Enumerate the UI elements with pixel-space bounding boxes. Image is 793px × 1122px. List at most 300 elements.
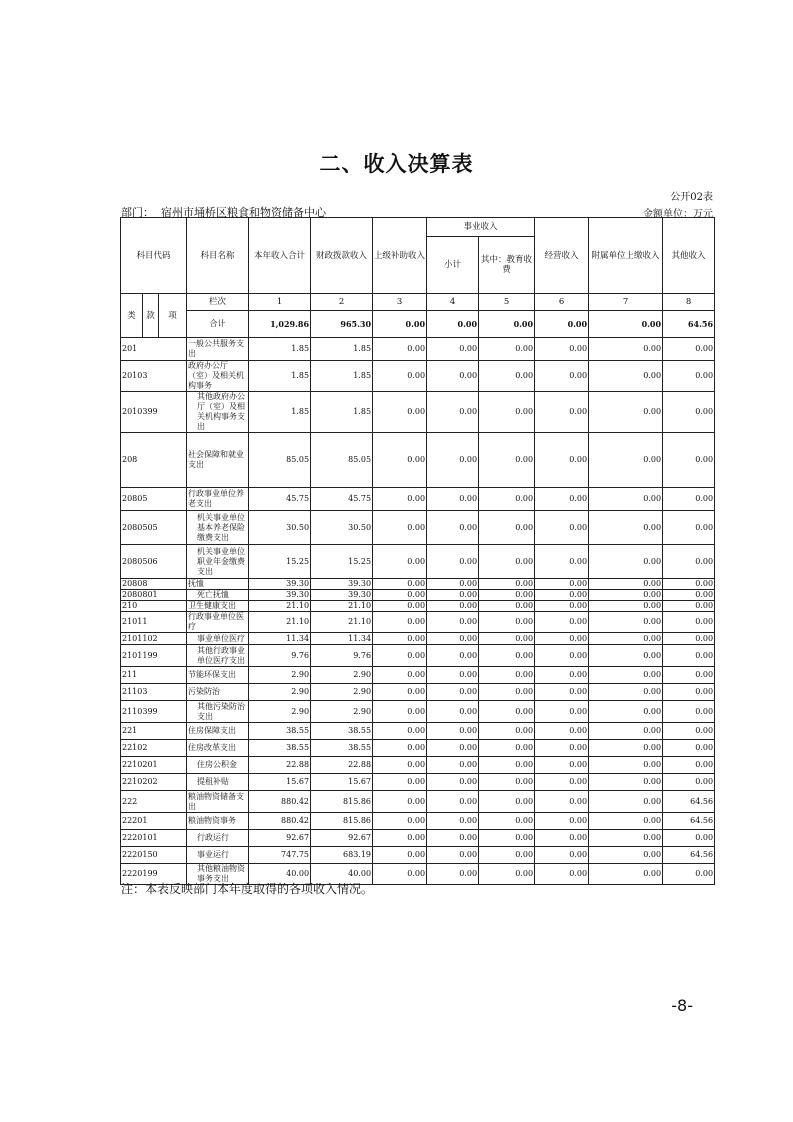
subject-name-cell: 节能环保支出 [187, 667, 249, 684]
subject-code-cell: 20103 [121, 361, 187, 392]
amount-cell: 0.00 [535, 667, 589, 684]
amount-cell: 0.00 [589, 433, 663, 488]
subject-code-cell: 21103 [121, 684, 187, 701]
subject-code-cell: 22201 [121, 813, 187, 830]
table-row [121, 590, 715, 601]
amount-cell: 0.00 [479, 511, 535, 545]
amount-cell: 0.00 [663, 488, 715, 511]
amount-cell: 0.00 [373, 545, 427, 579]
table-row [121, 579, 715, 590]
amount-cell: 0.00 [589, 488, 663, 511]
amount-cell: 21.10 [311, 612, 373, 633]
col-number: 8 [663, 294, 715, 311]
amount-cell: 2.90 [311, 701, 373, 723]
amount-cell: 0.00 [535, 579, 589, 590]
amount-cell: 0.00 [373, 392, 427, 433]
col-number: 3 [373, 294, 427, 311]
table-row [121, 433, 715, 488]
income-table [120, 217, 715, 885]
amount-cell: 0.00 [535, 392, 589, 433]
amount-cell: 0.00 [663, 701, 715, 723]
table-row [121, 791, 715, 813]
subject-code-cell: 211 [121, 667, 187, 684]
amount-cell: 38.55 [249, 740, 311, 757]
total-label: 合计 [187, 311, 249, 338]
amount-cell: 0.00 [663, 723, 715, 740]
subject-code-cell: 20805 [121, 488, 187, 511]
amount-cell: 0.00 [479, 847, 535, 864]
amount-cell: 0.00 [479, 433, 535, 488]
amount-cell: 0.00 [535, 511, 589, 545]
header-subject-name: 科目名称 [187, 218, 249, 294]
header-operating-income: 经营收入 [535, 218, 589, 294]
amount-cell: 0.00 [589, 701, 663, 723]
subject-name-cell: 卫生健康支出 [187, 601, 249, 612]
total-row [121, 311, 715, 338]
table-row [121, 545, 715, 579]
amount-cell: 0.00 [535, 612, 589, 633]
header-of-which-education: 其中：教育收费 [479, 237, 535, 294]
amount-cell: 92.67 [311, 830, 373, 847]
amount-cell: 15.67 [249, 774, 311, 791]
subject-name-cell: 住房保障支出 [187, 723, 249, 740]
amount-cell: 0.00 [427, 701, 479, 723]
table-row [121, 645, 715, 667]
table-row [121, 723, 715, 740]
subject-name-cell: 死亡抚恤 [187, 590, 249, 601]
subject-code-cell: 22102 [121, 740, 187, 757]
amount-cell: 0.00 [373, 684, 427, 701]
amount-cell: 0.00 [589, 645, 663, 667]
amount-cell: 0.00 [479, 579, 535, 590]
amount-cell: 1.85 [249, 392, 311, 433]
amount-cell: 0.00 [663, 433, 715, 488]
amount-cell: 0.00 [373, 757, 427, 774]
table-row [121, 511, 715, 545]
amount-cell: 0.00 [663, 361, 715, 392]
amount-cell: 0.00 [663, 579, 715, 590]
table-row [121, 633, 715, 645]
total-value: 0.00 [373, 311, 427, 338]
subject-name-cell: 其他粮油物资事务支出 [187, 864, 249, 885]
amount-cell: 0.00 [663, 545, 715, 579]
amount-cell: 0.00 [589, 590, 663, 601]
header-fiscal-appropriation: 财政拨款收入 [311, 218, 373, 294]
table-row [121, 830, 715, 847]
table-row [121, 392, 715, 433]
amount-cell: 880.42 [249, 813, 311, 830]
amount-cell: 39.30 [311, 579, 373, 590]
amount-cell: 0.00 [479, 545, 535, 579]
header-column-no: 栏次 [187, 294, 249, 311]
amount-cell: 15.25 [311, 545, 373, 579]
amount-cell: 0.00 [373, 633, 427, 645]
amount-cell: 0.00 [427, 590, 479, 601]
table-row [121, 757, 715, 774]
amount-cell: 85.05 [311, 433, 373, 488]
amount-cell: 0.00 [479, 392, 535, 433]
amount-cell: 0.00 [373, 791, 427, 813]
col-number: 5 [479, 294, 535, 311]
col-number: 1 [249, 294, 311, 311]
amount-cell: 45.75 [249, 488, 311, 511]
amount-cell: 0.00 [479, 757, 535, 774]
amount-cell: 0.00 [373, 511, 427, 545]
amount-cell: 0.00 [535, 791, 589, 813]
amount-cell: 0.00 [663, 338, 715, 361]
amount-cell: 0.00 [479, 667, 535, 684]
amount-cell: 38.55 [311, 723, 373, 740]
subject-name-cell: 行政事业单位养老支出 [187, 488, 249, 511]
amount-cell: 0.00 [479, 612, 535, 633]
subject-name-cell: 机关事业单位基本养老保险缴费支出 [187, 511, 249, 545]
amount-cell: 21.10 [249, 601, 311, 612]
page-title: 二、收入决算表 [319, 152, 474, 176]
amount-cell: 0.00 [589, 740, 663, 757]
amount-cell: 0.00 [373, 667, 427, 684]
amount-cell: 11.34 [311, 633, 373, 645]
amount-cell: 0.00 [663, 601, 715, 612]
amount-cell: 0.00 [373, 612, 427, 633]
amount-cell: 0.00 [589, 633, 663, 645]
total-value: 965.30 [311, 311, 373, 338]
amount-cell: 0.00 [589, 601, 663, 612]
amount-cell: 0.00 [373, 723, 427, 740]
amount-cell: 45.75 [311, 488, 373, 511]
amount-cell: 1.85 [311, 338, 373, 361]
amount-cell: 15.25 [249, 545, 311, 579]
amount-cell: 85.05 [249, 433, 311, 488]
subject-name-cell: 抚恤 [187, 579, 249, 590]
table-row [121, 488, 715, 511]
amount-cell: 0.00 [373, 701, 427, 723]
amount-cell: 0.00 [373, 774, 427, 791]
table-row [121, 813, 715, 830]
amount-cell: 0.00 [479, 791, 535, 813]
amount-cell: 9.76 [311, 645, 373, 667]
col-number: 6 [535, 294, 589, 311]
amount-cell: 2.90 [249, 684, 311, 701]
amount-cell: 0.00 [479, 830, 535, 847]
amount-cell: 64.56 [663, 791, 715, 813]
amount-cell: 0.00 [427, 579, 479, 590]
header-subject-code: 科目代码 [121, 218, 187, 294]
amount-cell: 0.00 [589, 847, 663, 864]
amount-cell: 21.10 [311, 601, 373, 612]
amount-cell: 0.00 [535, 338, 589, 361]
amount-cell: 0.00 [427, 723, 479, 740]
subject-name-cell: 污染防治 [187, 684, 249, 701]
header-kuan: 款 [143, 294, 159, 338]
amount-cell: 0.00 [663, 774, 715, 791]
subject-name-cell: 事业运行 [187, 847, 249, 864]
amount-cell: 0.00 [479, 590, 535, 601]
amount-cell: 0.00 [373, 864, 427, 885]
amount-cell: 0.00 [427, 338, 479, 361]
amount-cell: 0.00 [427, 511, 479, 545]
amount-cell: 0.00 [663, 645, 715, 667]
amount-cell: 0.00 [373, 338, 427, 361]
amount-cell: 815.86 [311, 813, 373, 830]
subject-name-cell: 住房改革支出 [187, 740, 249, 757]
subject-name-cell: 其他政府办公厅（室）及相关机构事务支出 [187, 392, 249, 433]
amount-cell: 0.00 [663, 684, 715, 701]
amount-cell: 39.30 [249, 579, 311, 590]
total-value: 1,029.86 [249, 311, 311, 338]
amount-cell: 64.56 [663, 847, 715, 864]
col-number: 4 [427, 294, 479, 311]
amount-cell: 0.00 [535, 847, 589, 864]
subject-code-cell: 2080801 [121, 590, 187, 601]
amount-cell: 64.56 [663, 813, 715, 830]
amount-cell: 39.30 [249, 590, 311, 601]
amount-cell: 0.00 [479, 864, 535, 885]
table-row [121, 701, 715, 723]
amount-cell: 11.34 [249, 633, 311, 645]
header-lei: 类 [121, 294, 143, 338]
header-subtotal: 小计 [427, 237, 479, 294]
amount-cell: 0.00 [427, 601, 479, 612]
amount-cell: 0.00 [373, 433, 427, 488]
amount-cell: 0.00 [535, 774, 589, 791]
amount-cell: 0.00 [589, 667, 663, 684]
amount-cell: 0.00 [427, 667, 479, 684]
amount-cell: 0.00 [663, 633, 715, 645]
table-row [121, 740, 715, 757]
amount-cell: 0.00 [373, 488, 427, 511]
header-business-income: 事业收入 [427, 218, 535, 237]
amount-cell: 38.55 [311, 740, 373, 757]
amount-cell: 0.00 [427, 645, 479, 667]
amount-cell: 0.00 [427, 740, 479, 757]
subject-name-cell: 粮油物资事务 [187, 813, 249, 830]
subject-name-cell: 提租补贴 [187, 774, 249, 791]
amount-cell: 0.00 [427, 757, 479, 774]
amount-cell: 0.00 [427, 847, 479, 864]
subject-code-cell: 222 [121, 791, 187, 813]
amount-cell: 0.00 [589, 511, 663, 545]
table-row [121, 847, 715, 864]
subject-code-cell: 2220199 [121, 864, 187, 885]
form-number: 公开02表 [670, 192, 713, 203]
amount-cell: 0.00 [663, 757, 715, 774]
amount-cell: 0.00 [479, 633, 535, 645]
amount-cell: 0.00 [535, 488, 589, 511]
amount-cell: 0.00 [535, 757, 589, 774]
subject-name-cell: 粮油物资储备支出 [187, 791, 249, 813]
amount-cell: 0.00 [535, 361, 589, 392]
amount-cell: 22.88 [311, 757, 373, 774]
amount-cell: 0.00 [479, 723, 535, 740]
amount-cell: 0.00 [535, 701, 589, 723]
amount-cell: 0.00 [373, 830, 427, 847]
table-row [121, 361, 715, 392]
subject-name-cell: 行政运行 [187, 830, 249, 847]
amount-cell: 0.00 [589, 338, 663, 361]
amount-cell: 0.00 [373, 645, 427, 667]
amount-cell: 30.50 [311, 511, 373, 545]
amount-cell: 0.00 [479, 813, 535, 830]
amount-cell: 21.10 [249, 612, 311, 633]
table-row [121, 684, 715, 701]
subject-name-cell: 一般公共服务支出 [187, 338, 249, 361]
total-value: 0.00 [535, 311, 589, 338]
amount-cell: 0.00 [535, 433, 589, 488]
subject-code-cell: 210 [121, 601, 187, 612]
amount-cell: 9.76 [249, 645, 311, 667]
subject-name-cell: 事业单位医疗 [187, 633, 249, 645]
subject-name-cell: 其他行政事业单位医疗支出 [187, 645, 249, 667]
amount-cell: 0.00 [479, 338, 535, 361]
total-value: 0.00 [479, 311, 535, 338]
subject-code-cell: 208 [121, 433, 187, 488]
amount-cell: 0.00 [479, 361, 535, 392]
header-annual-income-total: 本年收入合计 [249, 218, 311, 294]
amount-cell: 1.85 [249, 338, 311, 361]
amount-cell: 0.00 [373, 579, 427, 590]
amount-cell: 0.00 [663, 392, 715, 433]
amount-cell: 0.00 [589, 774, 663, 791]
total-value: 0.00 [589, 311, 663, 338]
amount-cell: 0.00 [427, 392, 479, 433]
subject-name-cell: 其他污染防治支出 [187, 701, 249, 723]
amount-cell: 0.00 [373, 590, 427, 601]
amount-cell: 2.90 [249, 667, 311, 684]
department-label: 部门： [121, 206, 154, 219]
amount-unit: 金额单位：万元 [643, 209, 713, 220]
amount-cell: 0.00 [535, 645, 589, 667]
table-row [121, 774, 715, 791]
amount-cell: 0.00 [479, 488, 535, 511]
amount-cell: 0.00 [427, 684, 479, 701]
amount-cell: 0.00 [427, 488, 479, 511]
amount-cell: 0.00 [427, 361, 479, 392]
subject-code-cell: 2220101 [121, 830, 187, 847]
amount-cell: 92.67 [249, 830, 311, 847]
subject-code-cell: 2210202 [121, 774, 187, 791]
amount-cell: 0.00 [535, 864, 589, 885]
amount-cell: 0.00 [589, 864, 663, 885]
col-number: 7 [589, 294, 663, 311]
table-row [121, 338, 715, 361]
amount-cell: 40.00 [249, 864, 311, 885]
total-value: 64.56 [663, 311, 715, 338]
col-number: 2 [311, 294, 373, 311]
amount-cell: 0.00 [479, 645, 535, 667]
amount-cell: 0.00 [427, 813, 479, 830]
subject-code-cell: 2080506 [121, 545, 187, 579]
header-superior-subsidy: 上级补助收入 [373, 218, 427, 294]
subject-code-cell: 2080505 [121, 511, 187, 545]
amount-cell: 0.00 [373, 601, 427, 612]
subject-code-cell: 221 [121, 723, 187, 740]
amount-cell: 2.90 [311, 684, 373, 701]
amount-cell: 0.00 [535, 740, 589, 757]
amount-cell: 0.00 [589, 830, 663, 847]
amount-cell: 0.00 [663, 830, 715, 847]
amount-cell: 0.00 [479, 774, 535, 791]
table-note: 注：本表反映部门本年度取得的各项收入情况。 [121, 882, 374, 896]
amount-cell: 40.00 [311, 864, 373, 885]
subject-name-cell: 住房公积金 [187, 757, 249, 774]
subject-code-cell: 2101102 [121, 633, 187, 645]
amount-cell: 0.00 [589, 813, 663, 830]
amount-cell: 0.00 [373, 847, 427, 864]
subject-code-cell: 2010399 [121, 392, 187, 433]
amount-cell: 1.85 [311, 392, 373, 433]
subject-code-cell: 20808 [121, 579, 187, 590]
amount-cell: 0.00 [589, 723, 663, 740]
subject-name-cell: 行政事业单位医疗 [187, 612, 249, 633]
amount-cell: 0.00 [663, 740, 715, 757]
amount-cell: 0.00 [589, 612, 663, 633]
amount-cell: 0.00 [427, 774, 479, 791]
amount-cell: 0.00 [427, 830, 479, 847]
amount-cell: 0.00 [589, 579, 663, 590]
amount-cell: 2.90 [249, 701, 311, 723]
amount-cell: 0.00 [427, 633, 479, 645]
amount-cell: 0.00 [535, 590, 589, 601]
header-other-income: 其他收入 [663, 218, 715, 294]
amount-cell: 0.00 [427, 545, 479, 579]
amount-cell: 0.00 [427, 864, 479, 885]
amount-cell: 0.00 [427, 433, 479, 488]
amount-cell: 0.00 [663, 511, 715, 545]
amount-cell: 0.00 [589, 791, 663, 813]
header-xiang: 项 [159, 294, 187, 338]
amount-cell: 0.00 [479, 740, 535, 757]
amount-cell: 0.00 [479, 701, 535, 723]
subject-name-cell: 政府办公厅（室）及相关机构事务 [187, 361, 249, 392]
amount-cell: 0.00 [663, 667, 715, 684]
amount-cell: 0.00 [663, 590, 715, 601]
table-row [121, 667, 715, 684]
amount-cell: 0.00 [663, 612, 715, 633]
subject-code-cell: 201 [121, 338, 187, 361]
amount-cell: 0.00 [535, 830, 589, 847]
amount-cell: 0.00 [479, 684, 535, 701]
amount-cell: 0.00 [535, 684, 589, 701]
amount-cell: 38.55 [249, 723, 311, 740]
amount-cell: 0.00 [479, 601, 535, 612]
department-name: 宿州市埇桥区粮食和物资储备中心 [161, 206, 326, 219]
amount-cell: 815.86 [311, 791, 373, 813]
amount-cell: 0.00 [589, 545, 663, 579]
subject-name-cell: 社会保障和就业支出 [187, 433, 249, 488]
subject-code-cell: 2101199 [121, 645, 187, 667]
table-row [121, 601, 715, 612]
amount-cell: 15.67 [311, 774, 373, 791]
amount-cell: 0.00 [589, 392, 663, 433]
amount-cell: 39.30 [311, 590, 373, 601]
amount-cell: 0.00 [427, 791, 479, 813]
subject-code-cell: 2220150 [121, 847, 187, 864]
amount-cell: 683.19 [311, 847, 373, 864]
amount-cell: 0.00 [535, 723, 589, 740]
amount-cell: 0.00 [373, 740, 427, 757]
amount-cell: 0.00 [427, 612, 479, 633]
subject-code-cell: 2210201 [121, 757, 187, 774]
amount-cell: 747.75 [249, 847, 311, 864]
subject-name-cell: 机关事业单位职业年金缴费支出 [187, 545, 249, 579]
amount-cell: 30.50 [249, 511, 311, 545]
amount-cell: 22.88 [249, 757, 311, 774]
page-number: -8- [671, 996, 693, 1015]
header-affiliated-units: 附属单位上缴收入 [589, 218, 663, 294]
amount-cell: 880.42 [249, 791, 311, 813]
table-row [121, 612, 715, 633]
amount-cell: 0.00 [535, 813, 589, 830]
